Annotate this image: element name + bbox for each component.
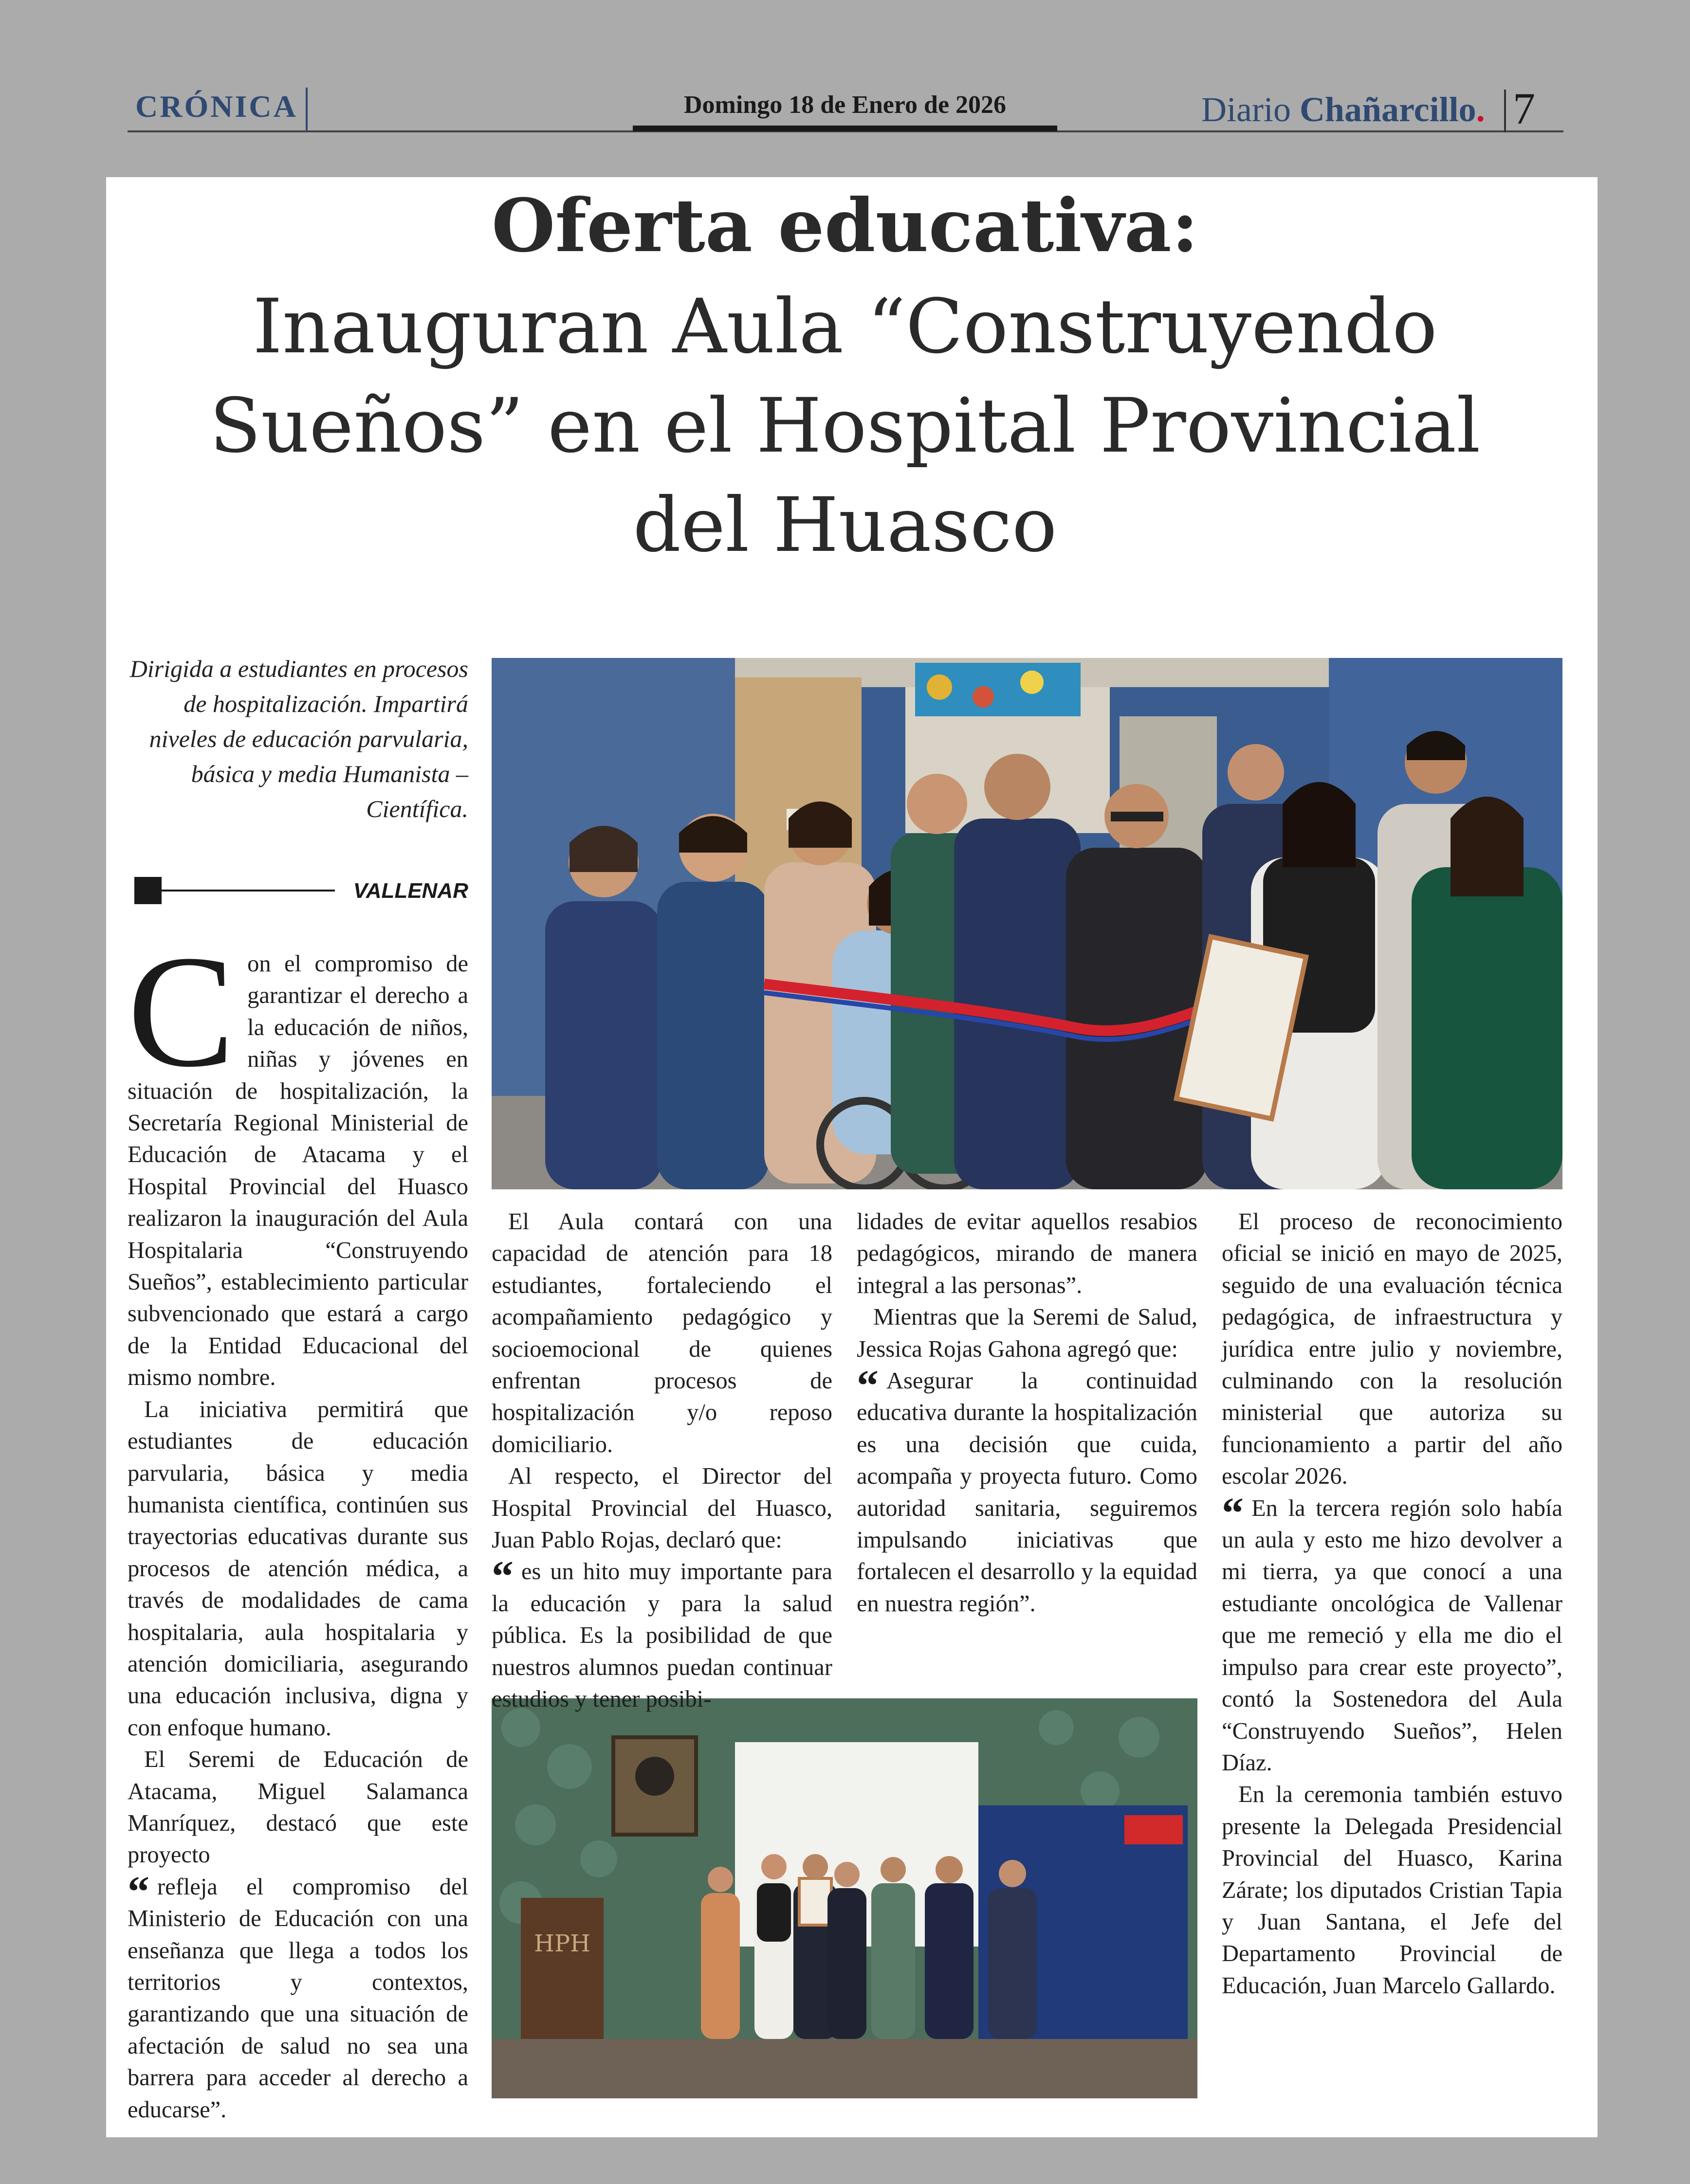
column-1-paragraph-1 bbox=[128, 923, 468, 1394]
quote-mark-icon: “ bbox=[1222, 1489, 1244, 1537]
header-date-rule bbox=[633, 126, 1057, 131]
drop-cap: C bbox=[128, 923, 235, 1100]
issue-date: Domingo 18 de Enero de 2026 bbox=[683, 91, 1007, 119]
article-column-2 bbox=[492, 1206, 832, 1715]
column-2-quote bbox=[492, 1552, 832, 1715]
page-number: 7 bbox=[1513, 84, 1535, 133]
article-column-3 bbox=[857, 1206, 1197, 1620]
column-3-paragraph-1: Mientras que la Seremi de Salud, Jessica Rojas Gahona agregó que: bbox=[857, 1304, 1197, 1362]
column-2-paragraph-1: El Aula contará con una capacidad de atención para 18 estudiantes, fortaleciendo el acompañamiento pedagógico y socioemocional de quienes enfrentan procesos de hospitalización y/o reposo domiciliario. bbox=[492, 1209, 832, 1457]
column-1-paragraph-2: La iniciativa permitirá que estudiantes de educación parvularia, básica y media humanista científica, continúen sus trayectorias educativas durante sus procesos de atención médica, a través de modalidades de cama hospitalaria, aula hospitalaria y atención domiciliaria, asegurando una educación inclusiva, digna y con enfoque humano. bbox=[128, 1396, 468, 1741]
article-kicker: Oferta educativa: bbox=[491, 183, 1199, 269]
column-4-quote bbox=[1222, 1489, 1562, 1779]
newspaper-title: Chañarcillo bbox=[1299, 90, 1476, 129]
column-1-quote bbox=[128, 1867, 468, 2126]
column-1-paragraph-3: El Seremi de Educación de Atacama, Miguel Salamanca Manríquez, destacó que este proyecto bbox=[128, 1747, 468, 1868]
column-3-quote bbox=[857, 1362, 1197, 1620]
group-photo bbox=[492, 1698, 1197, 2098]
column-1-quote-text: refleja el compromiso del Ministerio de Educación con una enseñanza que llega a todos los territorios y contextos, garantizando que una situación de afectación de salud no sea una barrera para acceder al derecho a educarse”. bbox=[128, 1874, 468, 2123]
column-2-paragraph-2: Al respecto, el Director del Hospital Provincial del Huasco, Juan Pablo Rojas, declaró que: bbox=[492, 1463, 832, 1553]
ribbon-cutting-illustration bbox=[492, 658, 1562, 1189]
column-4-paragraph-2: En la ceremonia también estuvo presente la Delegada Presidencial Provincial del Huasco, Karina Zárate; los diputados Cristian Tapia y Juan Santana, el Jefe del Departamento Provincial de Educación, Juan Marcelo Gallardo. bbox=[1222, 1782, 1562, 1999]
room-floor bbox=[492, 2039, 1197, 2098]
newspaper-dot: . bbox=[1476, 90, 1485, 129]
article-column-1 bbox=[128, 923, 468, 2126]
article-headline: Inauguran Aula “Construyendo Sueños” en el Hospital Provincial del Huasco bbox=[209, 283, 1481, 569]
ribbon-cutting-photo bbox=[492, 658, 1562, 1189]
podium-emblem-text: HPH bbox=[533, 1930, 591, 1957]
column-2-quote-text: es un hito muy importante para la educación y para la salud pública. Es la posibilidad de que nuestros alumnos puedan continuar estudios y tener posibi- bbox=[492, 1559, 832, 1712]
section-divider bbox=[306, 88, 308, 130]
page-divider bbox=[1504, 90, 1506, 132]
column-4-paragraph-1: El proceso de reconocimiento oficial se inició en mayo de 2025, seguido de una evaluación técnica pedagógica, de infraestructura y jurídica entre julio y noviembre, culminando con la resolución ministerial que autoriza su funcionamiento a partir del año escolar 2026. bbox=[1222, 1209, 1562, 1490]
quote-mark-icon: “ bbox=[492, 1552, 514, 1601]
newspaper-name bbox=[1201, 90, 1485, 130]
quote-mark-icon: “ bbox=[128, 1867, 149, 1916]
dateline-location: VALLENAR bbox=[353, 879, 468, 903]
column-1-paragraph-1-text: on el compromiso de garantizar el derecho a la educación de niños, niñas y jóvenes en situación de hospitalización, la Secretaría Regional Ministerial de Educación de Atacama y el Hospital Provincial del Huasco realizaron la inauguración del Aula Hospitalaria “Construyendo Sueños”, establecimiento particular subvencionado que estará a cargo de la Entidad Educacional del mismo nombre. bbox=[128, 951, 468, 1391]
newspaper-prefix: Diario bbox=[1201, 90, 1291, 129]
wooden-podium bbox=[521, 1898, 604, 2044]
location-marker-icon bbox=[134, 877, 162, 904]
group-photo-illustration bbox=[492, 1698, 1197, 2098]
column-3-paragraph-0: lidades de evitar aquellos resabios pedagógicos, mirando de manera integral a las personas”. bbox=[857, 1209, 1197, 1298]
section-label: CRÓNICA bbox=[135, 89, 298, 124]
column-4-quote-text: En la tercera región solo había un aula y esto me hizo devolver a mi tierra, ya que conocí a una estudiante oncológica de Vallenar que me remeció y ella me dio el impulso para crear este proyecto”, contó la Sostenedora del Aula “Construyendo Sueños”, Helen Díaz. bbox=[1222, 1495, 1562, 1776]
quote-mark-icon: “ bbox=[857, 1362, 879, 1410]
article-column-4 bbox=[1222, 1206, 1562, 2002]
location-rule bbox=[162, 890, 335, 892]
column-3-quote-text: Asegurar la continuidad educativa durante la hospitalización es una decisión que cuida, acompaña y proyecta futuro. Como autoridad sanitaria, seguiremos impulsando iniciativas que fortalecen el desarrollo y la equidad en nuestra región”. bbox=[857, 1368, 1197, 1617]
article-lede: Dirigida a estudiantes en procesos de hospitalización. Impartirá niveles de educación parvularia, básica y media Humanista – Científica. bbox=[129, 655, 468, 822]
